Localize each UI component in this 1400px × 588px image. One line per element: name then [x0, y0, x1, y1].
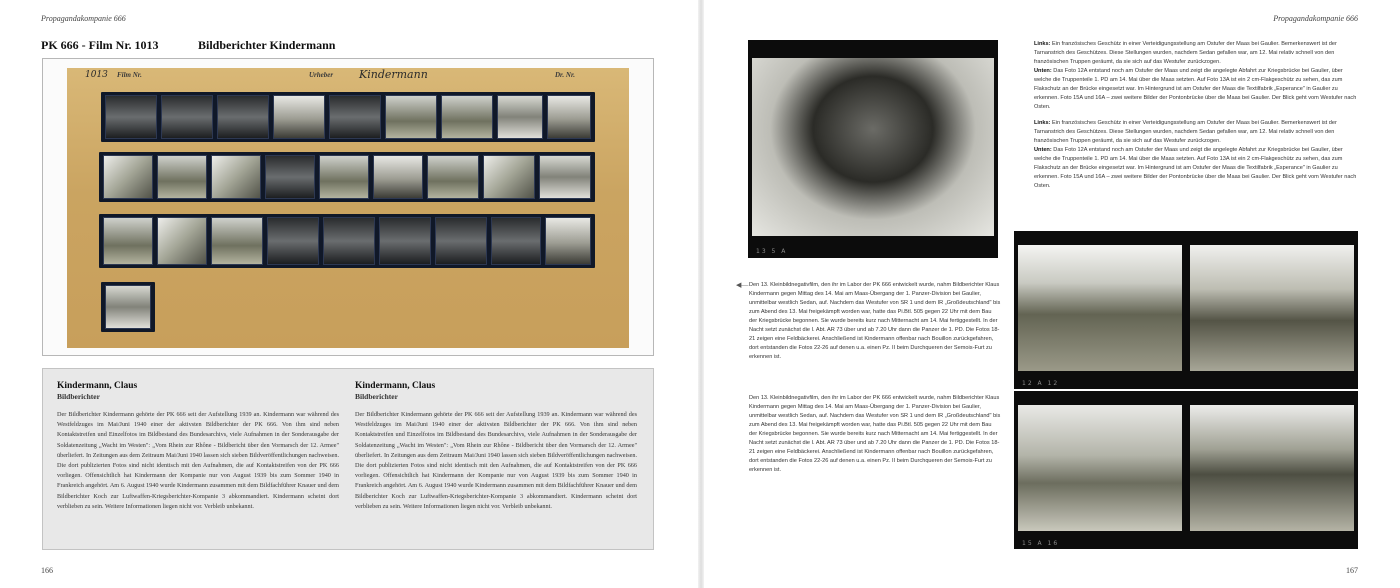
film-frame [157, 155, 207, 199]
caption-middle-1: Den 13. Kleinbildnegativfilm, den ihr im Labor der PK 666 entwickelt wurde, nahm Bildberichter Klaus Kindermann gegen Mittag des 14. Mai am Maas-Übergang der 1. Panzer-Division bei Gaulier, unmittelbar westlich Sedan, auf. Nachdem das Westufer von SR 1 und dem IR „Großdeutschland" bis zum Abend des 13. Mai freigekämpft worden war, hatte das Pi.Btl. 505 gegen 22 Uhr mit dem Bau der Kriegsbrücke begonnen. Sie wurde bereits kurz nach Mitternacht am 14. Mai fertiggestellt. In der Nacht setzt zunächst die I. Abt. AR 73 über und ab 7.20 Uhr dann die Panzer de 1. PD. Die Fotos 18-21 zeigen eine Feldbäckerei. Anschließend ist Kindermann offenbar nach Bouillon zurückgefahren, dort entstanden die Fotos 22-26 auf denen u.a. einen Pz. II beim Durchqueren der Semois-Furt zu erkennen ist. [749, 282, 1001, 360]
photo-image [752, 58, 994, 236]
photo-13-gun-position [748, 40, 998, 258]
film-frame [105, 285, 151, 329]
film-frame [323, 217, 375, 265]
photo-image [1018, 405, 1182, 531]
bio-role: Bildberichter [57, 392, 100, 401]
film-frame [267, 217, 319, 265]
film-strip-1 [101, 92, 595, 142]
handwritten-film-number: 1013 [85, 70, 108, 80]
film-frame [211, 155, 261, 199]
bio-text: Der Bildberichter Kindermann gehörte der PK 666 seit der Aufstellung 1939 an. Kindermann war während des Westfeldzuges im Mai/Juni 1940 einer der aktivsten Bildberichter der PK 666. Von ihm sind neben Kontaktstreifen und Einzelfotos im Bildbestand des Bundesarchivs, viele Aufnahmen in der Sonderausgabe der Soldatenzeitung „Wacht im Westen": „Vom Rhein zur Rhône - Bildbericht über den Vormarsch der 12. Armee" überliefert. In Zeitungen aus dem Zeitraum Mai/Juni 1940 lassen sich sieben Bildveröffentlichungen nachweisen. Die dort publizierten Fotos sind nicht identisch mit den Aufnahmen, die auf Kontaktstreifen von der PK 666 vorliegen. Offensichtlich hat Kindermann der Kompanie nur von August 1939 bis zum Sommer 1940 in Frankreich angehört. Am 6. August 1940 wurde Kindermann zusammen mit dem Bildfachführer Knauer und dem Bildberichter Koch zur Luftwaffen-Kriegsberichter-Kompanie 3 abkommandiert. Kindermann scheint dort verblieben zu sein. Weitere Informationen liegen nicht vor. Verbleib unbekannt. [355, 411, 637, 510]
sheet-header-film: Film Nr. [117, 71, 142, 79]
film-frame [161, 95, 213, 139]
film-frame [265, 155, 315, 199]
book-gutter [698, 0, 704, 588]
right-page-number: 167 [1346, 566, 1358, 575]
pointer-arrow-icon: ◀— [736, 281, 749, 289]
film-frame [105, 95, 157, 139]
film-frame [435, 217, 487, 265]
photo-strip-15-16 [1014, 391, 1358, 549]
film-frame [217, 95, 269, 139]
film-frame [379, 217, 431, 265]
contact-sheet [67, 68, 629, 348]
sheet-header-dr-nr: Dr. Nr. [555, 71, 576, 79]
photo-image [1018, 245, 1182, 371]
film-frame [483, 155, 535, 199]
film-strip-3 [99, 214, 595, 268]
bio-text: Der Bildberichter Kindermann gehörte der PK 666 seit der Aufstellung 1939 an. Kindermann war während des Westfeldzuges im Mai/Juni 1940 einer der aktivsten Bildberichter der PK 666. Von ihm sind neben Kontaktstreifen und Einzelfotos im Bildbestand des Bundesarchivs, viele Aufnahmen in der Sonderausgabe der Soldatenzeitung „Wacht im Westen": „Vom Rhein zur Rhône - Bildbericht über den Vormarsch der 12. Armee" überliefert. In Zeitungen aus dem Zeitraum Mai/Juni 1940 lassen sich sieben Bildveröffentlichungen nachweisen. Die dort publizierten Fotos sind nicht identisch mit den Aufnahmen, die auf Kontaktstreifen von der PK 666 vorliegen. Offensichtlich hat Kindermann der Kompanie nur von August 1939 bis zum Sommer 1940 in Frankreich angehört. Am 6. August 1940 wurde Kindermann zusammen mit dem Bildfachführer Knauer und dem Bildberichter Koch zur Luftwaffen-Kriegsberichter-Kompanie 3 abkommandiert. Kindermann scheint dort verblieben zu sein. Weitere Informationen liegen nicht vor. Verbleib unbekannt. [57, 411, 339, 510]
caption-block [1034, 119, 1358, 191]
caption-block [1034, 40, 1358, 112]
biography-column-2 [355, 381, 637, 512]
caption-unten-text: Das Foto 12A entstand noch am Ostufer der Maas und zeigt die angelegte Abfahrt zur Kriegsbrücke bei Gaulier, über welche die Truppenteile 1. PD am 14. Mai über die Maas setzten. Auf Foto 13A ist ein 2 cm-Flakgeschütz zu sehen, das zum Flakschutz an der Brücke eingesetzt war. Im Hintergrund ist am Ostufer der Maas die Textilfabrik „Esperance" in Gaulier zu erkennen. Foto 15A und 16A – zwei weitere Bilder der Pontonbrücke über die Maas bei Gaulier. Der Blick geht vom Westufer nach Osten. [1034, 147, 1357, 189]
film-frame [273, 95, 325, 139]
caption-middle-2: Den 13. Kleinbildnegativfilm, den ihr im Labor der PK 666 entwickelt wurde, nahm Bildberichter Klaus Kindermann gegen Mittag des 14. Mai am Maas-Übergang der 1. Panzer-Division bei Gaulier, unmittelbar westlich Sedan, auf. Nachdem das Westufer von SR 1 und dem IR „Großdeutschland" bis zum Abend des 13. Mai freigekämpft worden war, hatte das Pi.Btl. 505 gegen 22 Uhr mit dem Bau der Kriegsbrücke begonnen. Sie wurde bereits kurz nach Mitternacht am 14. Mai fertiggestellt. In der Nacht setzt zunächst die I. Abt. AR 73 über und ab 7.20 Uhr dann die Panzer de 1. PD. Die Fotos 18-21 zeigen eine Feldbäckerei. Anschließend ist Kindermann offenbar nach Bouillon zurückgefahren, dort entstanden die Fotos 22-26 auf denen u.a. einen Pz. II beim Durchqueren der Semois-Furt zu erkennen ist. [749, 395, 1001, 473]
photo-strip-12 [1014, 231, 1358, 389]
film-frame [427, 155, 479, 199]
sheet-header-urheber: Urheber [309, 71, 334, 79]
film-frame [319, 155, 369, 199]
negative-number: 13 5 A [756, 248, 788, 255]
bio-name: Kindermann, Claus [57, 381, 138, 391]
film-frame [547, 95, 591, 139]
film-frame [157, 217, 207, 265]
caption-links-text: Ein französisches Geschütz in einer Verteidigungsstellung am Ostufer der Maas bei Gaulier. Bemerkenswert ist der Tarnanstrich des Geschützes. Diese Stellungen wurden, nachdem Sedan gefallen war, am 12. Mai relativ schnell von den französischen Truppen geräumt, da sie sich auf das Westufer zurückzogen. [1034, 120, 1337, 144]
photo-image [1190, 245, 1354, 371]
caption-unten-label: Unten: [1034, 147, 1052, 153]
bio-name: Kindermann, Claus [355, 381, 436, 391]
handwritten-photographer-name: Kindermann [359, 68, 428, 81]
negative-number: 12 A 12 [1022, 380, 1060, 387]
caption-links-label: Links: [1034, 41, 1051, 47]
film-title: PK 666 - Film Nr. 1013 [41, 38, 159, 52]
film-strip-2 [99, 152, 595, 202]
caption-unten-text: Das Foto 12A entstand noch am Ostufer der Maas und zeigt die angelegte Abfahrt zur Kriegsbrücke bei Gaulier, über welche die Truppenteile 1. PD am 14. Mai über die Maas setzten. Auf Foto 13A ist ein 2 cm-Flakgeschütz zu sehen, das zum Flakschutz an der Brücke eingesetzt war. Im Hintergrund ist am Ostufer der Maas die Textilfabrik „Esperance" in Gaulier zu erkennen. Foto 15A und 16A – zwei weitere Bilder der Pontonbrücke über die Maas bei Gaulier. Der Blick geht vom Westufer nach Osten. [1034, 68, 1357, 110]
right-running-head: Propagandakompanie 666 [1273, 14, 1358, 23]
left-running-head: Propagandakompanie 666 [41, 14, 126, 23]
left-page-number: 166 [41, 566, 53, 575]
caption-links-text: Ein französisches Geschütz in einer Verteidigungsstellung am Ostufer der Maas bei Gaulier. Bemerkenswert ist der Tarnanstrich des Geschützes. Diese Stellungen wurden, nachdem Sedan gefallen war, am 12. Mai relativ schnell von den französischen Truppen geräumt, da sie sich auf das Westufer zurückzogen. [1034, 41, 1337, 65]
film-frame [491, 217, 541, 265]
film-frame [497, 95, 543, 139]
film-frame [103, 217, 153, 265]
film-frame [329, 95, 381, 139]
caption-top [1034, 40, 1358, 198]
film-frame [441, 95, 493, 139]
caption-links-label: Links: [1034, 120, 1051, 126]
film-frame [103, 155, 153, 199]
photographer-title: Bildberichter Kindermann [198, 38, 336, 52]
biography-box [42, 368, 654, 550]
film-frame [539, 155, 591, 199]
film-strip-4 [101, 282, 155, 332]
photo-image [1190, 405, 1354, 531]
film-frame [373, 155, 423, 199]
bio-role: Bildberichter [355, 392, 398, 401]
film-frame [545, 217, 591, 265]
film-frame [385, 95, 437, 139]
film-frame [211, 217, 263, 265]
biography-column-1 [57, 381, 339, 512]
caption-unten-label: Unten: [1034, 68, 1052, 74]
negative-number: 15 A 16 [1022, 540, 1060, 547]
